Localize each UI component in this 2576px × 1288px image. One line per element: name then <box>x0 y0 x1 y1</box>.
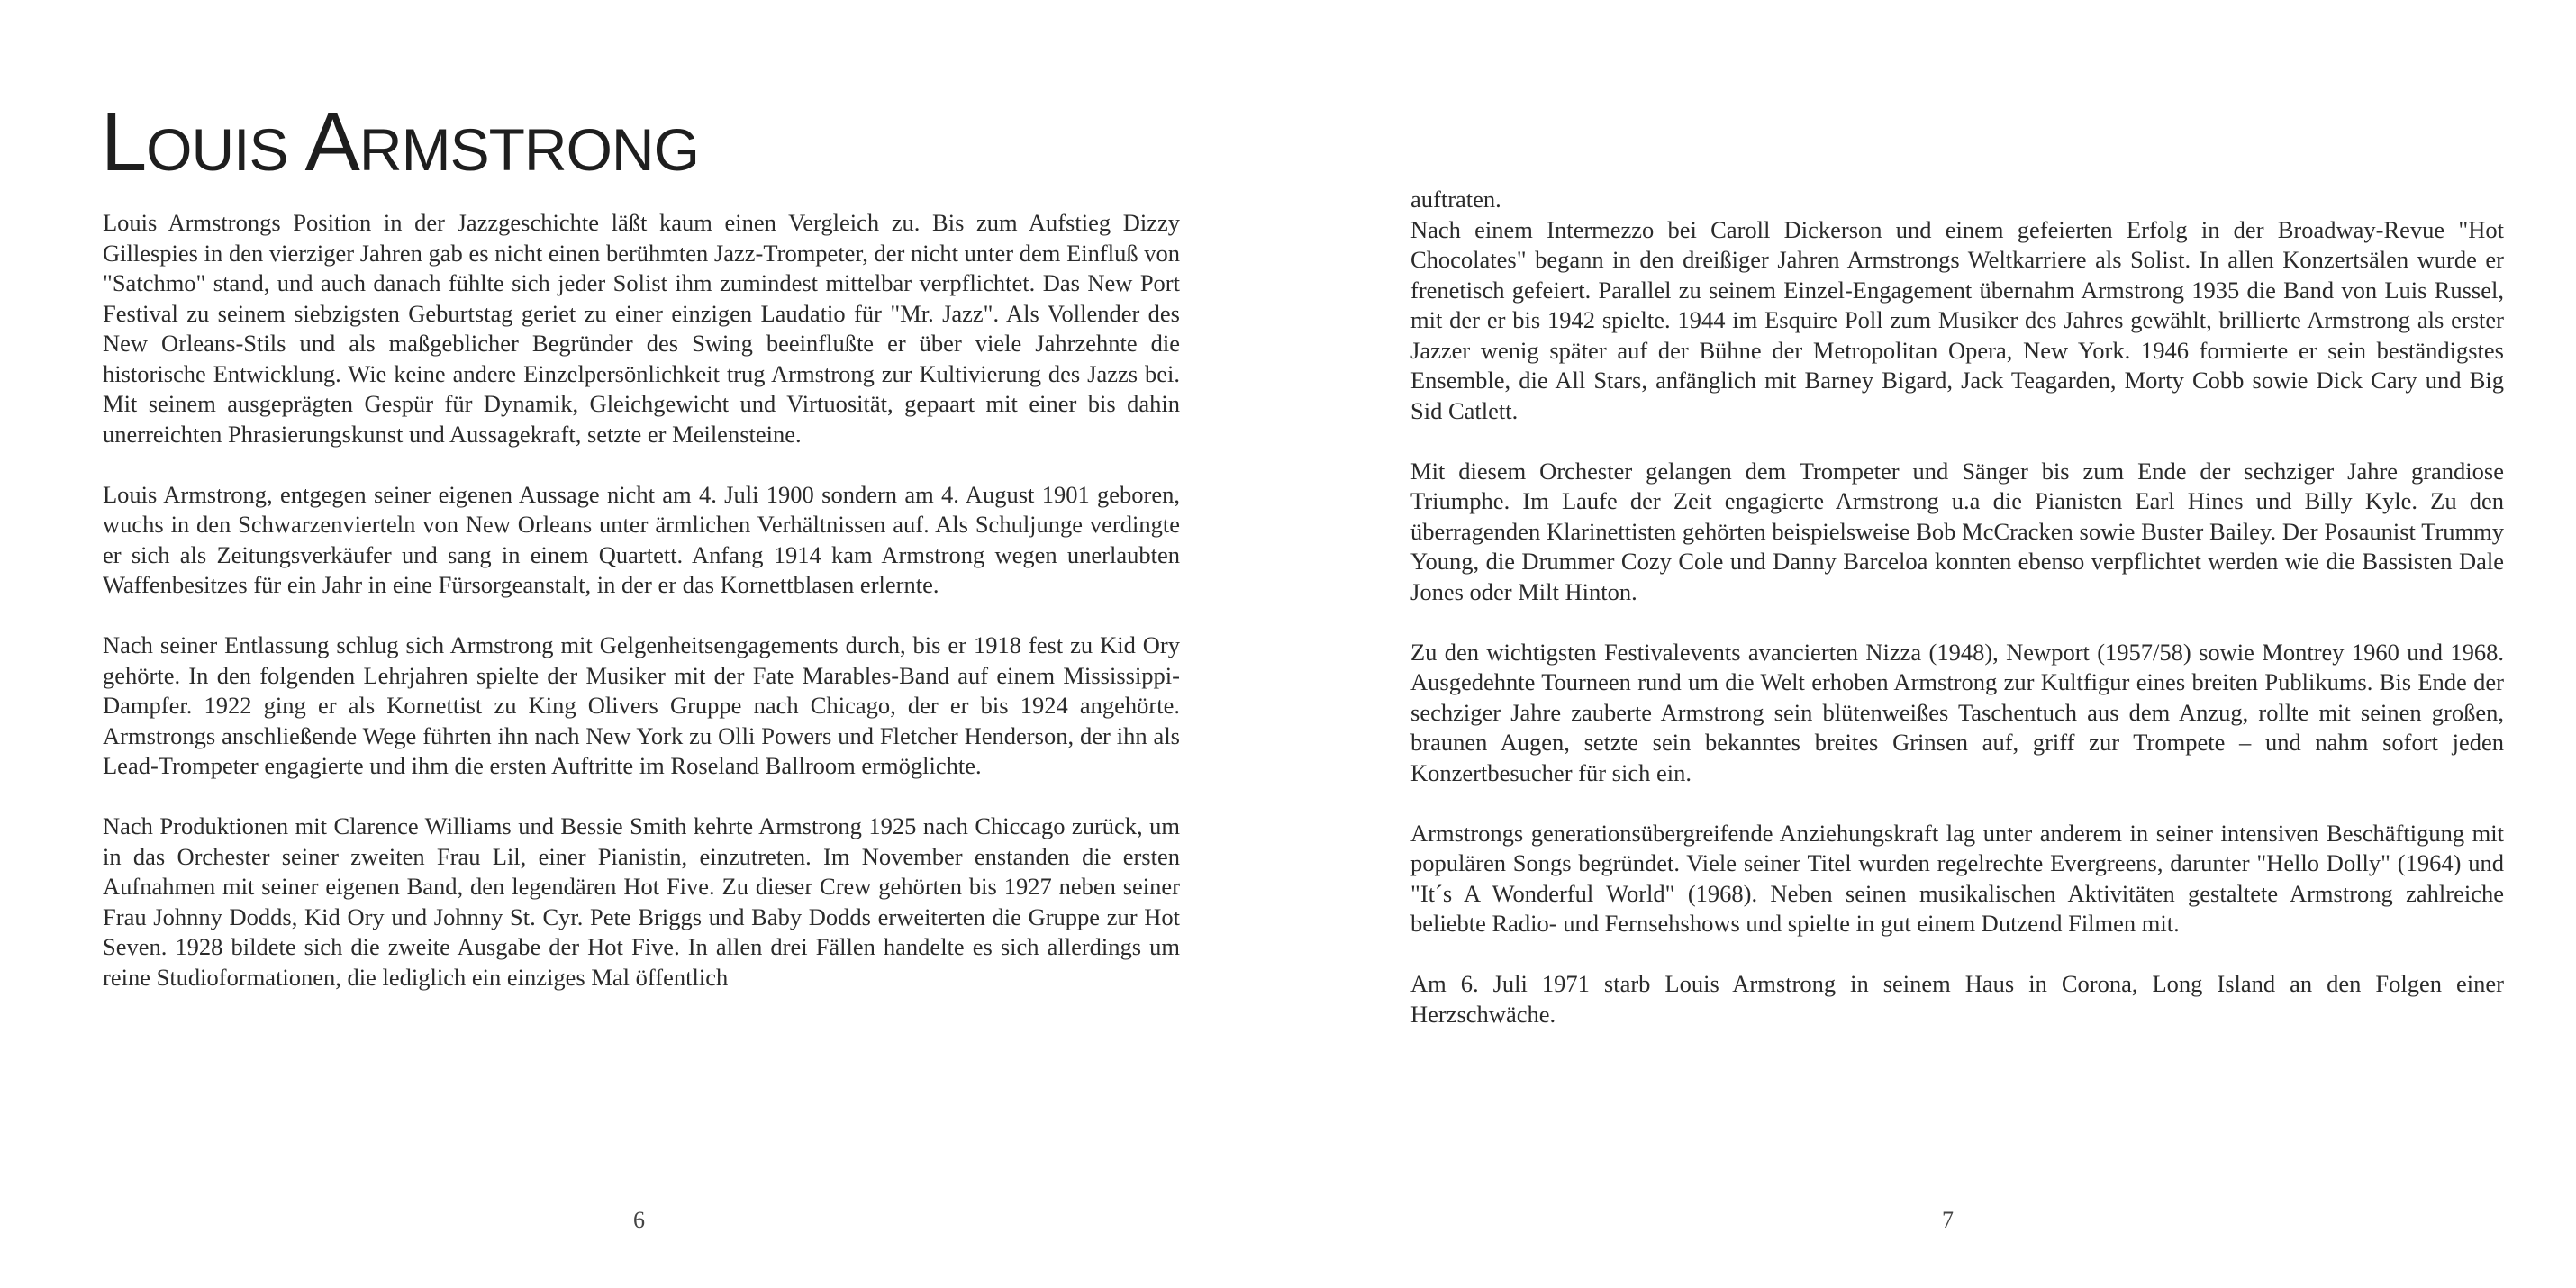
right-page <box>1288 0 2576 1288</box>
paragraph: Zu den wichtigsten Festivalevents avancierten Nizza (1948), Newport (1957/58) sowie Montrey 1960 und 1968. Ausgedehnte Tourneen rund um die Welt erhoben Armstrong zur Kultfigur eines breiten Publikums. Bis Ende der sechziger Jahre zauberte Armstrong sein blütenweißes Taschentuch aus dem Anzug, rollte mit seinen großen, braunen Augen, setzte sein bekanntes breites Grinsen auf, griff zur Trompete – und nahm sofort jeden Konzertbesucher für sich ein. <box>1410 638 2504 786</box>
page-number: 7 <box>1942 1207 1954 1233</box>
article-title <box>101 96 699 188</box>
paragraph: Armstrongs generationsübergreifende Anziehungskraft lag unter anderem in seiner intensiven Beschäftigung mit populären Songs begründet. Viele seiner Titel wurden regelrechte Evergreens, darunter "Hello Dolly" (1964) und "It´s A Wonderful World" (1968). Neben seinen musikalischen Aktivitäten gestaltete Armstrong zahlreiche beliebte Radio- und Fernsehshows und spielte in gut einem Dutzend Filmen mit. <box>1410 819 2504 937</box>
title-rest-1: OUIS <box>146 116 288 183</box>
paragraph: Nach seiner Entlassung schlug sich Armstrong mit Gelgenheitsengagements durch, bis er 1918 fest zu Kid Ory gehörte. In den folgenden Lehrjahren spielte der Musiker mit der Fate Marables-Band auf einem Mississippi-Dampfer. 1922 ging er als Kornettist zu King Olivers Gruppe nach Chicago, der er bis 1924 angehörte. Armstrongs anschließende Wege führten ihn nach New York zu Olli Powers und Fletcher Henderson, der ihn als Lead-Trompeter engagierte und ihm die ersten Auftritte im Roseland Ballroom ermöglichte. <box>103 631 1180 779</box>
right-text-column <box>1410 185 2504 1060</box>
title-initial-2: A <box>304 96 359 188</box>
paragraph: Am 6. Juli 1971 starb Louis Armstrong in seinem Haus in Corona, Long Island an den Folgen einer Herzschwäche. <box>1410 970 2504 1028</box>
left-text-column <box>103 208 1180 1023</box>
paragraph: Nach einem Intermezzo bei Caroll Dickerson und einem gefeierten Erfolg in der Broadway-Revue "Hot Chocolates" begann in den dreißiger Jahren Armstrongs Weltkarriere als Solist. In allen Konzertsälen wurde er frenetisch gefeiert. Parallel zu seinem Einzel-Engagement übernahm Armstrong 1935 die Band von Luis Russel, mit der er bis 1942 spielte. 1944 im Esquire Poll zum Musiker des Jahres gewählt, brillierte Armstrong als erster Jazzer wenig später auf der Bühne der Metropolitan Opera, New York. 1946 formierte er sein beständigstes Ensemble, die All Stars, anfänglich mit Barney Bigard, Jack Teagarden, Morty Cobb sowie Dick Cary und Big Sid Catlett. <box>1410 215 2504 424</box>
paragraph: Louis Armstrongs Position in der Jazzgeschichte läßt kaum einen Vergleich zu. Bis zum Aufstieg Dizzy Gillespies in den vierziger Jahren gab es nicht einen berühmten Jazz-Trompeter, der nicht unter dem Einfluß von "Satchmo" stand, und auch danach fühlte sich jeder Solist ihm zumindest mittelbar verpflichtet. Das New Port Festival zu seinem siebzigsten Geburtstag geriet zu einer einzigen Laudatio für "Mr. Jazz". Als Vollender des New Orleans-Stils und als maßgeblicher Begründer des Swing beeinflußte er über viele Jahrzehnte die historische Entwicklung. Wie keine andere Einzelpersönlichkeit trug Armstrong zur Kultivierung des Jazzs bei. Mit seinem ausgeprägten Gespür für Dynamik, Gleichgewicht und Virtuosität, gepaart mit einer bis dahin unerreichten Phrasierungskunst und Aussagekraft, setzte er Meilensteine. <box>103 209 1180 448</box>
page-number: 6 <box>633 1207 645 1233</box>
paragraph: Mit diesem Orchester gelangen dem Trompeter und Sänger bis zum Ende der sechziger Jahre grandiose Triumphe. Im Laufe der Zeit engagierte Armstrong u.a die Pianisten Earl Hines und Billy Kyle. Zu den überragenden Klarinettisten gehörten beispielsweise Bob McCracken sowie Buster Bailey. Der Posaunist Trummy Young, die Drummer Cozy Cole und Danny Barceloa konnten ebenso verpflichtet werden wie die Bassisten Dale Jones oder Milt Hinton. <box>1410 457 2504 605</box>
title-initial-1: L <box>101 96 147 188</box>
title-rest-2: RMSTRONG <box>358 116 699 183</box>
paragraph: Nach Produktionen mit Clarence Williams und Bessie Smith kehrte Armstrong 1925 nach Chiccago zurück, um in das Orchester seiner zweiten Frau Lil, einer Pianistin, einzutreten. Im November enstanden die ersten Aufnahmen mit seiner eigenen Band, den legendären Hot Five. Zu dieser Crew gehörten bis 1927 neben seiner Frau Johnny Dodds, Kid Ory und Johnny St. Cyr. Pete Briggs und Baby Dodds erweiterten die Gruppe zur Hot Seven. 1928 bildete sich die zweite Ausgabe der Hot Five. In allen drei Fällen handelte es sich allerdings um reine Studioformationen, die lediglich ein einziges Mal öffentlich <box>103 812 1180 991</box>
paragraph: Louis Armstrong, entgegen seiner eigenen Aussage nicht am 4. Juli 1900 sondern am 4. August 1901 geboren, wuchs in den Schwarzenvierteln von New Orleans unter ärmlichen Verhältnissen auf. Als Schuljunge verdingte er sich als Zeitungsverkäufer und sang in einem Quartett. Anfang 1914 kam Armstrong wegen unerlaubten Waffenbesitzes für ein Jahr in eine Fürsorgeanstalt, in der er das Kornettblasen erlernte. <box>103 480 1180 598</box>
paragraph-continuation: auftraten. <box>1410 186 1501 213</box>
